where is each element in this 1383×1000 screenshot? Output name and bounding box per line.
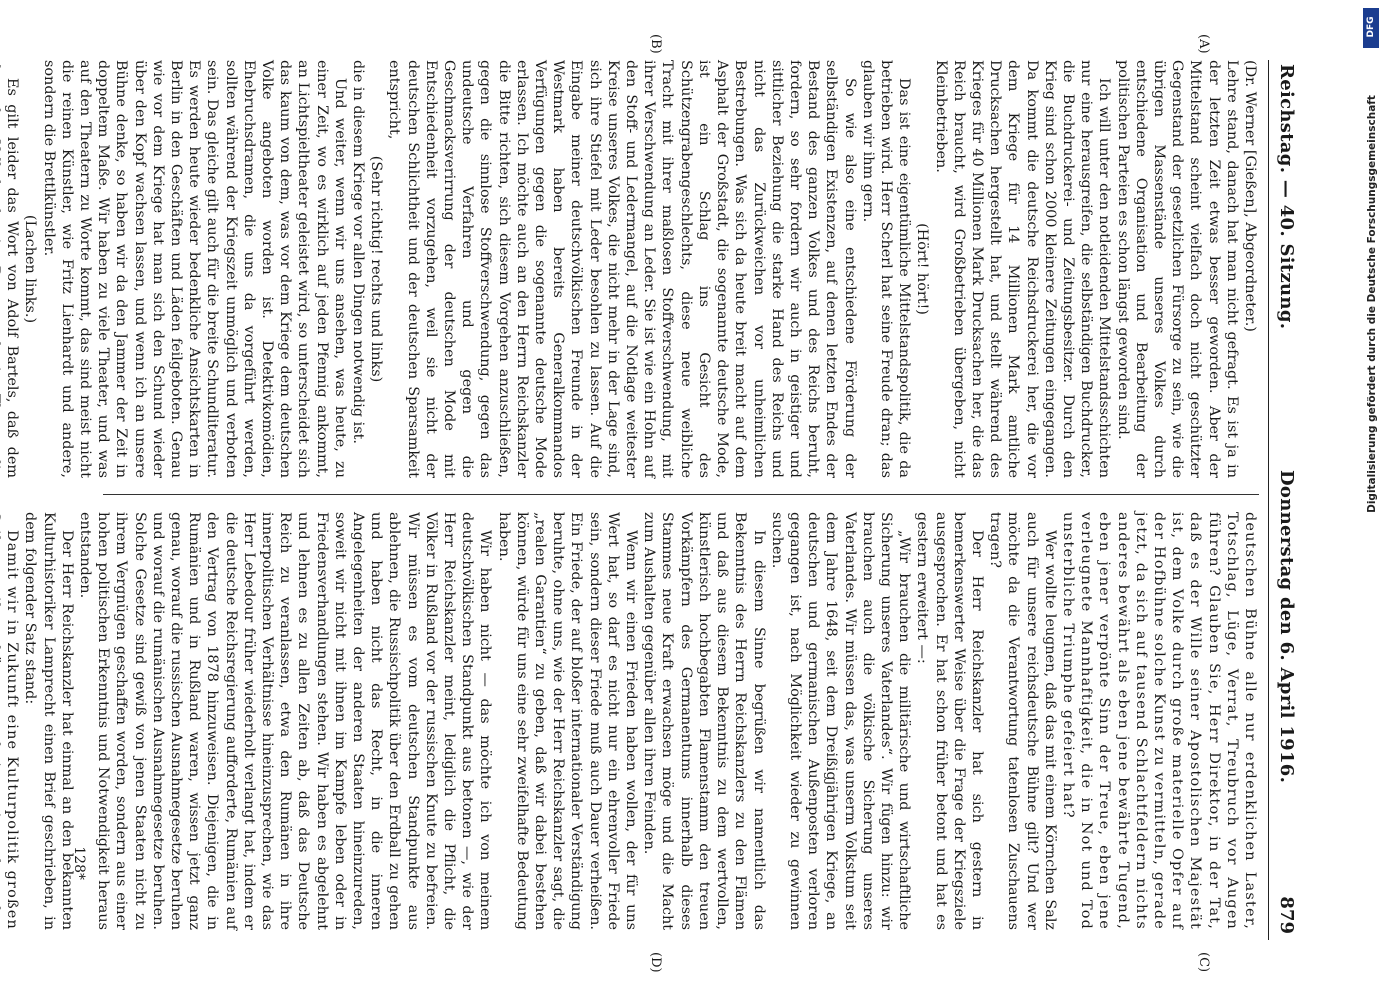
paragraph: Es gilt leider das Wort von Adolf Bartels, daß dem — [4, 78, 21, 478]
header-left: Reichstag. — 40. Sitzung. — [1276, 64, 1297, 330]
paragraph: Ich will unter den notleidenden Mittelstandsschichten nur eine herausgreifen, die selbständigen Buchdrucker, die Buchdruckerei- und Zeitungsbesitzer. Durch den Krieg sind schon 2000 kleinere Zeitungen eingegangen. Da kommt die deutsche Reichsdruckerei her, die vor dem Kriege für 14 Millionen Mark amtliche Drucksachen hergestellt hat, und stellt während des Krieges für 40 Millionen Mark Drucksachen her, die das Reich braucht, wird Großbetrieben übergeben, nicht Kleinbetrieben. — [932, 60, 1113, 478]
paragraph: In diesem Sinne begrüßen wir namentlich das Bekenntnis des Herrn Reichskanzlers zu den Flämen und daß aus diesem Bekenntnis zu dem wertvollen, künstlerisch hochbegabten Flamenstamm den treuen Vorkämpfern des Germanentums innerhalb dieses Stammes neue Kraft erwachsen möge und die Macht zum Aushalten gegenüber allen ihren Feinden. — [641, 512, 767, 930]
margin-mark-a: (A) — [1196, 34, 1211, 54]
header-date: Donnerstag den 6. April 1916. — [1276, 470, 1297, 784]
paragraph: Wenn wir einen Frieden haben wollen, der für uns Wert hat, so darf es nicht nur ein ehrenvoller Friede sein, sondern dieser Friede muß auch Dauer verheißen. Ein Friede, der auf bloßer internationaler Verständigung beruhte, ohne uns, wie der Herr Reichskanzler sagt, die „realen Garantien“ zu geben, daß wir dabei bestehen können, würde für uns eine sehr zweifelhafte Bedeutung haben. — [495, 512, 640, 930]
paragraph: Und weiter, wenn wir uns ansehen, was heute, zu einer Zeit, wo es wirklich auf jeden Pfennig ankommt, an Lichtspieltheater geleistet wird, so unterscheidet sich das kaum von dem, was vor dem Kriege dem deutschen Volke angeboten worden ist. Detektivkomödien, Ehebruchsdramen, die uns da vorgeführt werden, sollten während der Kriegszeit unmöglich und verboten sein. Das gleiche gilt auch für die breite Schundliteratur. Es werden heute wieder bedenkliche Ansichtskarten in Berlin in den Geschäften und Läden feilgeboten. Genau wie vor dem Kriege hat man sich den Schund wieder über den Kopf wachsen lassen, und wenn ich an unsere Bühne denke, so haben wir da den Jammer der Zeit in doppeltem Maße. Wir haben zu viele Theater, und was auf den Theatern zu Worte kommt, das sind meist nicht die reinen Künstler, wie Fritz Lienhardt und andere, sondern die Brettlkünstler. — [40, 60, 348, 478]
paragraph: So wie also eine entschiedene Förderung der selbständigen Existenzen, auf denen letzten Endes der Bestand des ganzen Volkes und des Reichs beruht, fordern, so sehr fordern wir auch in geistiger und sittlicher Beziehung die starke Hand des Reichs und nicht das Zurückweichen vor unheimlichen Bestrebungen. Was sich da heute breit macht auf dem Asphalt der Großstadt, die sogenannte deutsche Mode, ist ein Schlag ins Gesicht des Schützengrabengeschlechts, diese neue weibliche Tracht mit ihrer maßlosen Stoffverschwendung, mit ihrer Verschwendung an Leder. Sie ist wie ein Hohn auf den Stoff- und Ledermangel, auf die Notlage weitester Kreise unseres Volkes, die nicht mehr in der Lage sind, sich ihre Stiefel mit Leder besohlen zu lassen. Auf die Eingabe meiner deutschvölkischen Freunde in der Westmark haben bereits Generalkommandos Verfügungen gegen die sogenannte deutsche Mode erlassen. Ich möchte auch an den Herrn Reichskanzler die Bitte richten, sich diesem Vorgehen anzuschließen, gegen die sinnlose Stoffverschwendung, gegen das undeutsche Verfahren und gegen die Geschmacksverirrung der deutschen Mode mit Entschiedenheit vorzugehen, weil sie nicht der deutschen Schlichtheit und der deutschen Sparsamkeit entspricht, — [386, 60, 858, 478]
column-rule — [103, 494, 1259, 495]
page-number: 879 — [1276, 896, 1297, 934]
paragraph: Wir haben nicht — das möchte ich von meinem deutschvölkischen Standpunkt aus betonen —, wie der Herr Reichskanzler meint, lediglich die Pflicht, die Völker in Rußland vor der russischen Knute zu befreien. Wir müssen es vom deutschen Standpunkte aus ablehnen, die Russischpolitik über den Erdball zu gehen und haben nicht das Recht, in die inneren Angelegenheiten der anderen Staaten hineinzureden, soweit wir nicht mit ihnen im Kampfe leben oder in Friedensverhandlungen stehen. Wir haben es abgelehnt und lehnen es zu allen Zeiten ab, daß das Deutsche Reich zu veranlassen, etwa den Rumänen in ihre innerpolitischen Verhältnisse hineinzusprechen, wie das Herr Lebedour früher wiederholt verlangt hat, indem er die deutsche Reichsregierung aufforderte, Rumänien auf den Vertrag von 1878 hinzuweisen. Diejenigen, die in Rumänien und in Rußland waren, wissen jetzt ganz genau, worauf die russischen Ausnahmegesetze beruhen und worauf die rumänischen Ausnahmegesetze beruhen. Solche Gesetze sind gewiß von jenen Staaten nicht zu ihrem Vergnügen geschaffen worden, sondern aus einer hohen politischen Erkenntnis und Notwendigkeit heraus entstanden. — [77, 512, 494, 930]
interjection: (Sehr richtig! rechts und links) — [368, 155, 385, 383]
paragraph: die in diesem Kriege vor allen Dingen notwendig ist. — [350, 60, 367, 444]
dfg-logo-text: DFG — [1366, 16, 1376, 38]
sheet-signature: 128* — [71, 846, 87, 880]
digitization-credit — [1362, 8, 1380, 992]
paragraph: „Wir brauchen die militärische und wirtschaftliche Sicherung unseres Vaterlandes“. Wir fügen hinzu: wir brauchen auch die völkische Sicherung unseres Vaterlandes. Wir müssen das, was unserm Volkstum seit dem Jahre 1648, seit dem Dreißigjährigen Kriege, an deutschen und germanischen Außenposten verloren gegangen ist, nach Möglichkeit wieder zu gewinnen suchen. — [768, 512, 913, 930]
margin-mark-b: (B) — [648, 34, 663, 54]
quotation: deutschen Bühne alle nur erdenklichen Laster, Totschlag, Lüge, Verrat, Treubruch vor Augen führen? Glauben Sie, Herr Direktor, in der Tat, daß es der Wille seiner Apostolischen Majestät ist, dem Volke durch große materielle Opfer auf der Hofbühne solche Kunst zu vermitteln, gerade jetzt, da sich auf tausend Schlachtfeldern nichts anderes bewährt als eben jene bewährte Tugend, eben jener verpönte Sinn der Treue, eben jene verleugnete Mannhaftigkeit, die in Not und Tod unsterbliche Triumphe gefeiert hat? — [1059, 512, 1258, 930]
digitization-credit-text: Digitalisierung gefördert durch die Deutsche Forschungsgemeinschaft — [1366, 95, 1378, 513]
running-header — [1268, 60, 1303, 940]
margin-mark-d: (D) — [648, 952, 663, 973]
paragraph: Das ist eine eigentümliche Mittelstandspolitik, die da betrieben wird. Herr Scherl hat seine Freude dran; das glauben wir ihm gern. — [859, 60, 913, 478]
paragraph: Der Herr Reichskanzler hat sich gestern in bemerkenswerter Weise über die Frage der Kriegsziele ausgesprochen. Er hat schon früher betont und hat es gestern erweitert —: — [914, 512, 985, 930]
paragraph: Lehre stand, danach hat man nicht gefragt. Es ist ja in der letzten Zeit etwas besser geworden. Aber der Mittelstand scheint vielfach doch nicht geschützter Gegenstand der gesetzlichen Fürsorge zu sein, wie die übrigen Massenstände unseres Volkes durch entschiedene Organisation und Bearbeitung der politischen Parteien es schon längst geworden sind. — [1114, 60, 1240, 478]
paragraph: Wer wollte leugnen, daß das mit einem Körnchen Salz auch für unsere reichsdeutsche Bühne gilt? Und wer möchte da die Verantwortung tatenlosen Zuschauens tragen? — [987, 512, 1058, 930]
dfg-logo — [1363, 8, 1379, 48]
margin-mark-c: (C) — [1196, 952, 1211, 973]
text-column-left — [4, 60, 1259, 478]
quotation: Damit wir in Zukunft eine Kulturpolitik großen — [4, 530, 21, 930]
speaker-line: (Dr. Werner [Gießen], Abgeordneter.) — [1242, 60, 1258, 332]
interjection: (Hört! hört!) — [914, 223, 931, 315]
document-page — [4, 34, 1303, 973]
interjection: (Lachen links.) — [22, 214, 39, 324]
paragraph: Der Herr Reichskanzler hat einmal an den bekannten Kulturhistoriker Lamprecht einen Brief geschrieben, in dem folgender Satz stand: — [22, 512, 75, 930]
